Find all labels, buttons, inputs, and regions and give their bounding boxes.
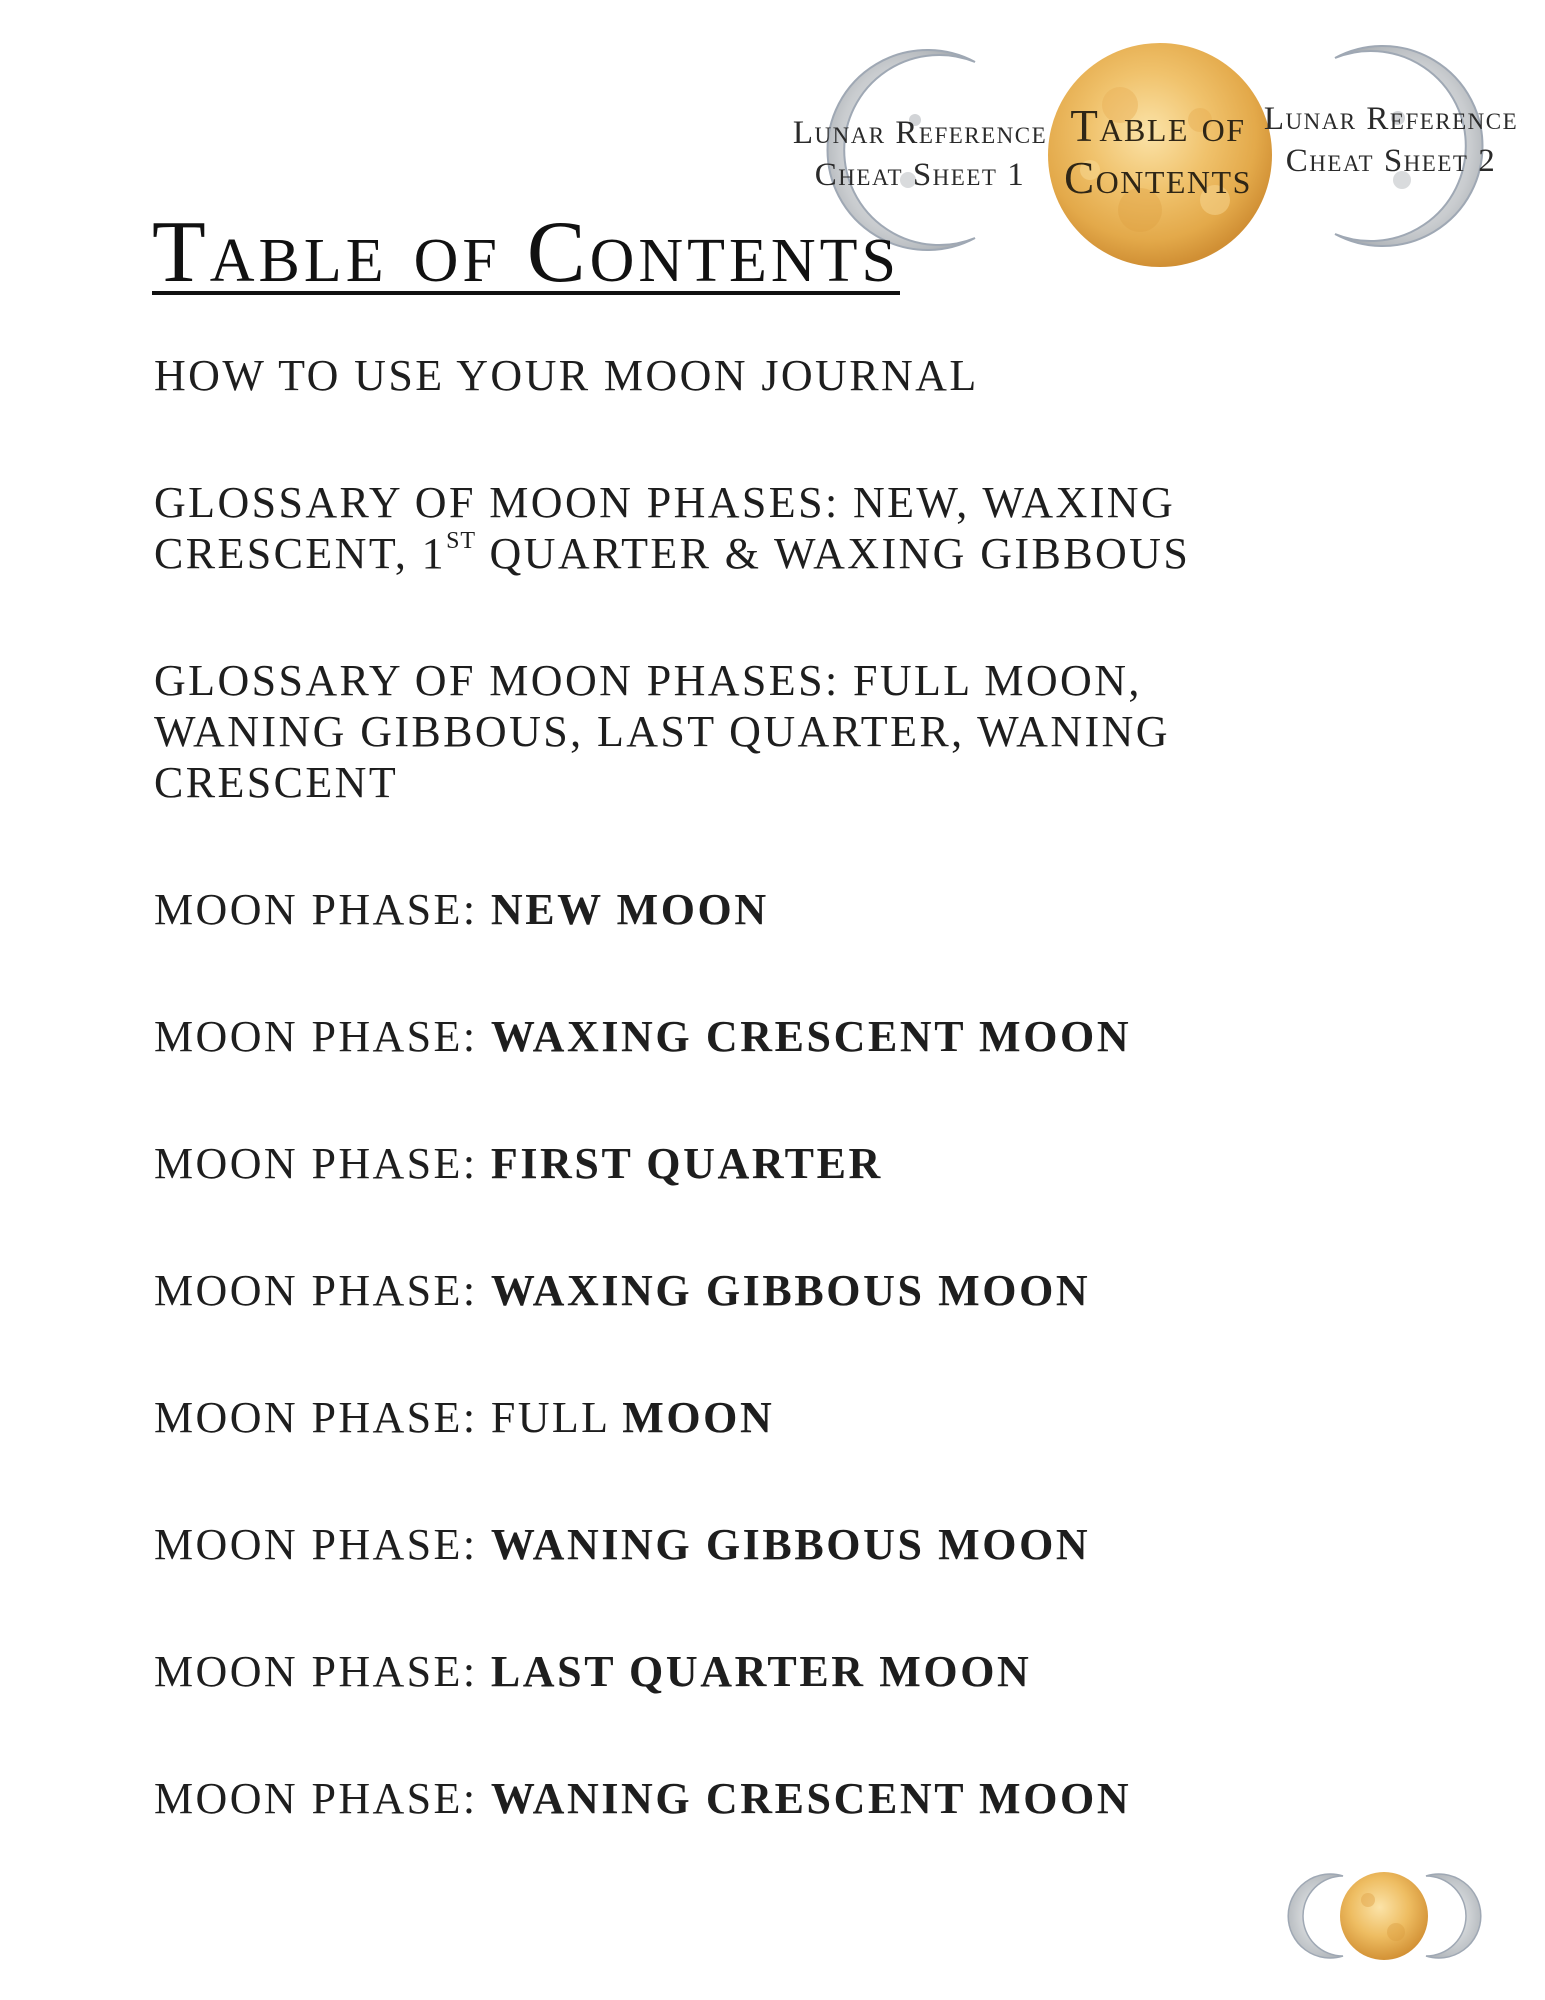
toc-link-line2: Contents: [1064, 153, 1252, 203]
toc-list: [154, 350, 1354, 1900]
cheat-sheet-1-line2: Cheat Sheet 1: [814, 157, 1026, 193]
toc-item-prefix: MOON PHASE:: [154, 1012, 491, 1061]
toc-item-prefix: MOON PHASE:: [154, 1774, 491, 1823]
toc-item-text: GLOSSARY OF MOON PHASES: FULL MOON,: [154, 656, 1142, 705]
toc-item-prefix: MOON PHASE:: [154, 1266, 491, 1315]
toc-item-phase-name: NEW MOON: [490, 885, 769, 934]
toc-item-phase-name: MOON: [622, 1393, 775, 1442]
toc-item-prefix: MOON PHASE:: [154, 1520, 491, 1569]
toc-item-phase-name: WAXING GIBBOUS MOON: [490, 1266, 1091, 1315]
cheat-sheet-1-line1: Lunar Reference: [792, 115, 1048, 151]
toc-item-text: GLOSSARY OF MOON PHASES: NEW, WAXING: [154, 478, 1176, 527]
cheat-sheet-2-line2: Cheat Sheet 2: [1285, 143, 1497, 179]
toc-item-text-line2: CRESCENT, 1ST QUARTER & WAXING GIBBOUS: [154, 528, 1191, 578]
toc-item-text-line2: WANING GIBBOUS, LAST QUARTER, WANING: [154, 707, 1170, 756]
toc-item-full-moon[interactable]: [154, 1392, 1354, 1443]
header-moon-navigation: [790, 30, 1530, 290]
toc-item-phase-name: LAST QUARTER MOON: [490, 1647, 1032, 1696]
toc-item-waxing-crescent[interactable]: [154, 1011, 1354, 1062]
toc-item-prefix: MOON PHASE:: [154, 885, 491, 934]
toc-item-prefix: MOON PHASE: FULL: [154, 1393, 623, 1442]
toc-item-glossary-2[interactable]: [154, 655, 1354, 808]
toc-item-phase-name: WANING GIBBOUS MOON: [490, 1520, 1091, 1569]
table-of-contents-link[interactable]: [1058, 100, 1258, 204]
footer-moon-phases-icon: [1268, 1866, 1498, 1966]
cheat-sheet-2-link[interactable]: [1260, 98, 1522, 182]
toc-item-phase-name: WAXING CRESCENT MOON: [490, 1012, 1132, 1061]
toc-item-how-to-use[interactable]: [154, 350, 1354, 401]
ordinal-superscript: ST: [446, 528, 477, 554]
cheat-sheet-1-link[interactable]: [790, 112, 1050, 196]
toc-item-text-line3: CRESCENT: [154, 758, 399, 807]
toc-item-phase-name: WANING CRESCENT MOON: [490, 1774, 1132, 1823]
toc-item-text: HOW TO USE YOUR MOON JOURNAL: [154, 351, 979, 400]
toc-item-glossary-1[interactable]: [154, 477, 1354, 579]
toc-item-waxing-gibbous[interactable]: [154, 1265, 1354, 1316]
toc-item-last-quarter[interactable]: [154, 1646, 1354, 1697]
cheat-sheet-2-line1: Lunar Reference: [1263, 101, 1519, 137]
page-title: Table of Contents: [152, 204, 900, 301]
toc-item-prefix: MOON PHASE:: [154, 1139, 491, 1188]
toc-item-phase-name: FIRST QUARTER: [490, 1139, 883, 1188]
toc-item-prefix: MOON PHASE:: [154, 1647, 491, 1696]
toc-item-first-quarter[interactable]: [154, 1138, 1354, 1189]
toc-item-new-moon[interactable]: [154, 884, 1354, 935]
toc-link-line1: Table of: [1070, 101, 1246, 151]
toc-item-waning-crescent[interactable]: [154, 1773, 1354, 1824]
toc-item-waning-gibbous[interactable]: [154, 1519, 1354, 1570]
